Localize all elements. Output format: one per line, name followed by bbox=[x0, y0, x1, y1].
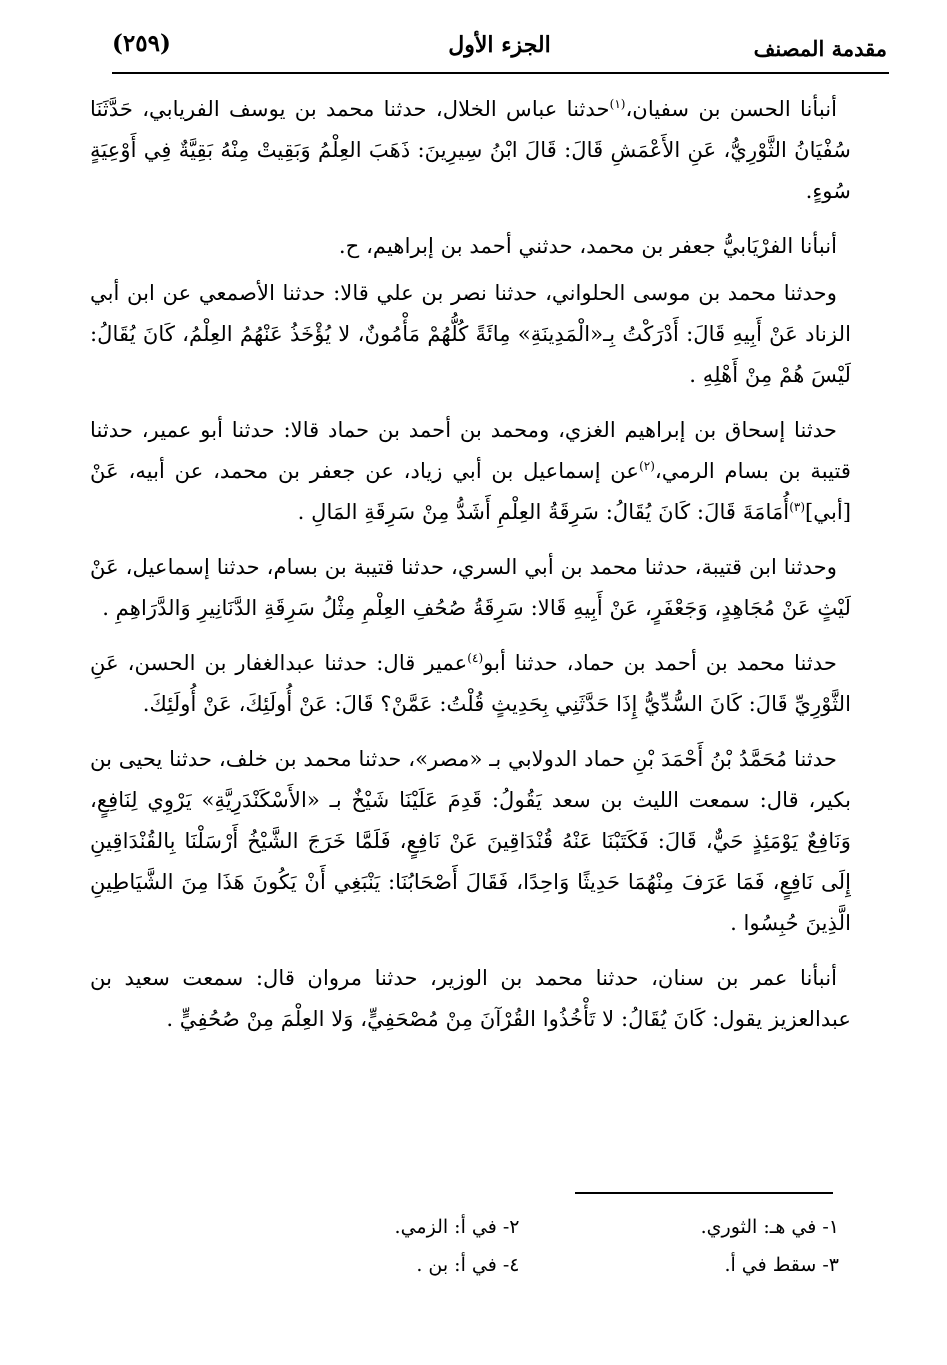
paragraph-text: وحدثنا ابن قتيبة، حدثنا محمد بن أبي السري، حدثنا قتيبة بن بسام، حدثنا إسماعيل، عَنْ لَيْثٍ عَنْ مُجَاهِدٍ، وَجَعْفَرٍ، عَنْ أَبِيهِ قَالا: سَرِقَةُ صُحُفِ العِلْمِ مِثْلُ سَرِقَةِ الدَّنَانِيرِ وَالدَّرَاهِمِ . bbox=[90, 554, 851, 620]
paragraph-text: حدثنا مُحَمَّدُ بْنُ أَحْمَدَ بْنِ حماد الدولابي بـ «مصر»، حدثنا محمد بن خلف، حدثنا يحيى بن بكير، قال: سمعت الليث بن سعد يَقُولُ: قَدِمَ عَلَيْنَا شَيْخٌ بـ «الأَسْكَنْدَرِيَّةِ» يَرْوِي لِنَافِعٍ، وَنَافِعٌ يَوْمَئِذٍ حَيٌّ، قَالَ: فَكَتَبْنَا عَنْهُ قُنْدَاقِينَ عَنْ نَافِعٍ، فَلَمَّا خَرَجَ الشَّيْخُ أَرْسَلْنَا بِالقُنْدَاقِينِ إِلَى نَافِعٍ، فَمَا عَرَفَ مِنْهُمَا حَدِيثًا وَاحِدًا، فَقَالَ أَصْحَابُنَا: يَنْبَغِي أَنْ يَكُونَ هَذَا مِنَ الشَّيَاطِينِ الَّذِينَ حُبِسُوا . bbox=[90, 746, 852, 935]
paragraph-8 bbox=[90, 957, 851, 1039]
page-number: (٢٥٩) bbox=[112, 30, 171, 57]
volume-title: الجزء الأول bbox=[448, 32, 551, 58]
paragraph-text: أنبأنا الفرْيَابيُّ جعفر بن محمد، حدثني أحمد بن إبراهيم، ح. bbox=[338, 233, 837, 258]
paragraph-text: حدثنا محمد بن أحمد بن حماد، حدثنا أبو bbox=[483, 650, 837, 675]
paragraph-text: وحدثنا محمد بن موسى الحلواني، حدثنا نصر بن علي قالا: حدثنا الأصمعي عن ابن أبي الزناد عَنْ أَبِيهِ قَالَ: أَدْرَكْتُ بِـ«الْمَدِينَةِ» مِائَةً كُلُّهُمْ مَأْمُونٌ، لا يُؤْخَذُ عَنْهُمُ العِلْمُ، كَانَ يُقَالُ: لَيْسَ هُمْ مِنْ أَهْلِهِ . bbox=[90, 280, 851, 387]
page-header bbox=[112, 30, 887, 70]
paragraph-text: حدثنا إسحاق بن إبراهيم الغزي، ومحمد بن أحمد بن حماد قالا: حدثنا أبو عمير، حدثنا قتيبة بن بسام الرمي، bbox=[90, 417, 851, 483]
footnote-marker: (٣) bbox=[789, 499, 806, 514]
paragraph-text: أنبأنا الحسن بن سفيان، bbox=[625, 96, 838, 121]
paragraph-text: أنبأنا عمر بن سنان، حدثنا محمد بن الوزير، حدثنا مروان قال: سمعت سعيد بن عبدالعزيز يقول: كَانَ يُقَالُ: لا تَأْخُذُوا القُرْآنَ مِنْ مُصْحَفِيٍّ، وَلا العِلْمَ مِنْ صُحُفِيٍّ . bbox=[90, 965, 851, 1031]
paragraph-5 bbox=[90, 546, 851, 628]
paragraph-text: عمير قال: حدثنا عبدالغفار بن الحسن، عَنِ الثَّوْرِيِّ قَالَ: كَانَ السُّدِّيُّ إِذَا حَدَّثَنِي بِحَدِيثٍ قُلْتُ: عَمَّنْ؟ قَالَ: عَنْ أُولَئِكَ، عَنْ أُولَئِكَ. bbox=[90, 650, 851, 716]
book-title: مقدمة المصنف bbox=[753, 36, 887, 61]
footnote-marker: (٤) bbox=[467, 650, 484, 665]
paragraph-text: عن إسماعيل بن أبي زياد، عن جعفر بن محمد، عن أبيه، عَنْ [أبي] bbox=[90, 458, 851, 524]
header-divider bbox=[112, 72, 889, 74]
footnote-row bbox=[200, 1208, 839, 1246]
footnote-marker: (٢) bbox=[639, 458, 655, 473]
footnote-divider bbox=[575, 1192, 833, 1194]
paragraph-text: حدثنا عباس الخلال، حدثنا محمد بن يوسف الفريابي، حَدَّثَنَا سُفْيَانُ الثَّوْرِيُّ، عَنِ الأَعْمَشِ قَالَ: قَالَ ابْنُ سِيرِينَ: ذَهَبَ العِلْمُ وَبَقِيتْ مِنْهُ بَقِيَّةٌ فِي أَوْعِيَةٍ سُوءٍ. bbox=[90, 96, 851, 203]
footnote-marker: (١) bbox=[609, 96, 626, 111]
paragraph-4 bbox=[90, 409, 851, 532]
footnote-3: ٣- سقط في أ. bbox=[724, 1254, 839, 1276]
paragraph-7 bbox=[90, 738, 851, 943]
footnote-1: ١- في هـ: الثوري. bbox=[700, 1216, 839, 1238]
paragraph-3 bbox=[90, 272, 851, 395]
paragraph-text: أُمَامَةَ قَالَ: كَانَ يُقَالُ: سَرِقَةُ العِلْمِ أَشَدُّ مِنْ سَرِقَةِ المَالِ . bbox=[297, 499, 790, 524]
paragraph-6 bbox=[90, 642, 851, 724]
footnote-row bbox=[200, 1246, 839, 1284]
paragraph-1 bbox=[90, 88, 851, 211]
main-text bbox=[90, 88, 851, 1053]
footnotes bbox=[200, 1208, 839, 1284]
paragraph-2 bbox=[90, 225, 851, 266]
footnote-2: ٢- في أ: الزمي. bbox=[394, 1216, 520, 1238]
footnote-4: ٤- في أ: بن . bbox=[416, 1254, 520, 1276]
